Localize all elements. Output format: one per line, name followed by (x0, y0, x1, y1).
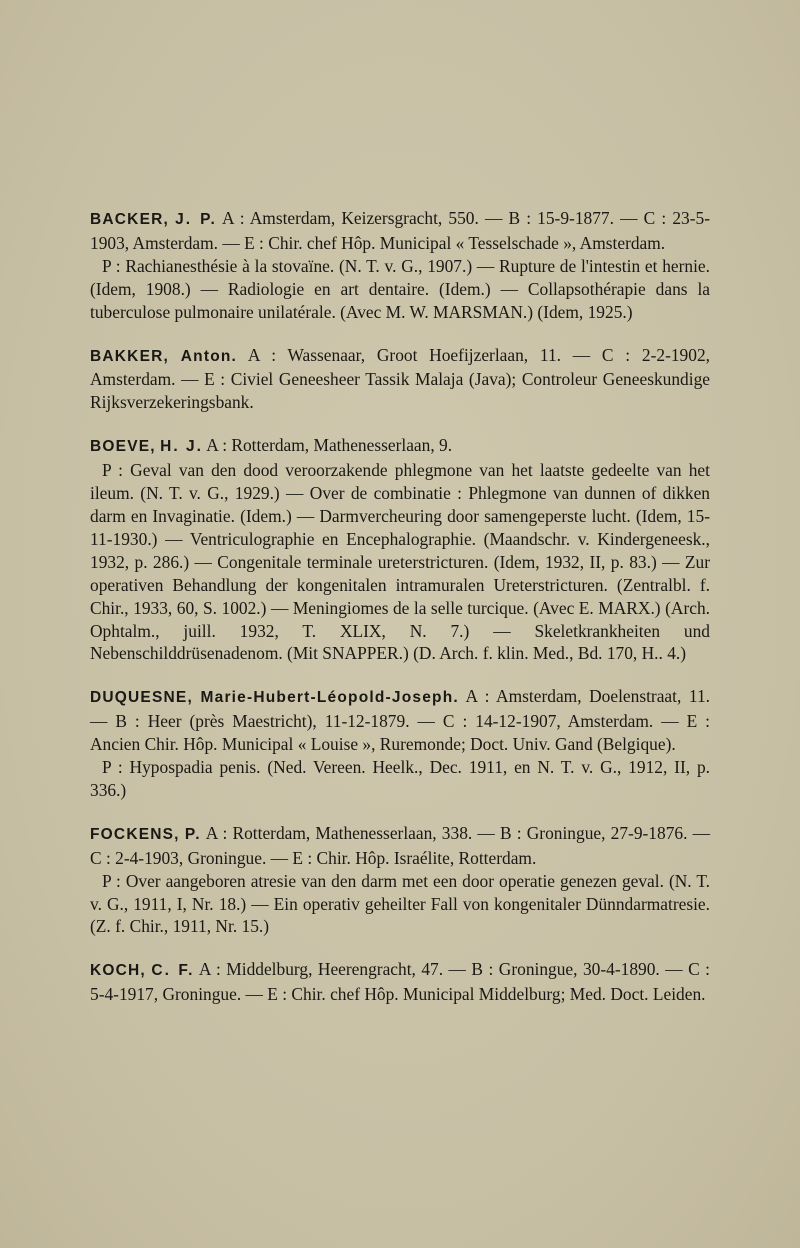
entry-boeve (90, 434, 710, 665)
entry-initials: Marie-Hubert-Léopold-Joseph. (200, 689, 459, 707)
entry-initials: H. J. (160, 438, 203, 456)
entry-address: A : Wassenaar, Groot Hoefijzerlaan, 11. — C : 2-2-1902, Amsterdam. — E : Civiel Geneesheer Tassik Malaja (Java); Controleur Geneeskundige Rijksverzekeringsbank. (90, 344, 710, 413)
entries-list (90, 207, 710, 1026)
entry-address: A : Rotterdam, Mathenesserlaan, 338. — B : Groningue, 27-9-1876. — C : 2-4-1903, Groningue. — E : Chir. Hôp. Israélite, Rotterdam. (90, 822, 710, 868)
entry-name: KOCH, (90, 962, 146, 980)
entry-fockens (90, 822, 710, 939)
entry-address: A : Middelburg, Heerengracht, 47. — B : Groningue, 30-4-1890. — C : 5-4-1917, Groningue. — E : Chir. chef Hôp. Municipal Middelburg; Med. Doct. Leiden. (90, 959, 710, 1005)
entry-address: A : Amsterdam, Doelenstraat, 11. — B : Heer (près Maestricht), 11-12-1879. — C : 14-12-1907, Amsterdam. — E : Ancien Chir. Hôp. Municipal « Louise », Ruremonde; Doct. Univ. Gand (Belgique). (90, 686, 710, 755)
entry-header (90, 822, 710, 870)
entry-address: A : Rotterdam, Mathenesserlaan, 9. (202, 435, 453, 456)
entry-address: A : Amsterdam, Keizersgracht, 550. — B : 15-9-1877. — C : 23-5-1903, Amsterdam. — E : Chir. chef Hôp. Municipal « Tesselschade », Amsterdam. (90, 208, 710, 253)
entry-backer (90, 207, 710, 324)
entry-header (90, 344, 710, 415)
entry-initials: J. P. (175, 211, 217, 228)
entry-header (90, 207, 710, 255)
entry-initials: C. F. (151, 962, 195, 980)
entry-name: BAKKER, (90, 347, 170, 365)
entry-name: FOCKENS, (90, 825, 180, 843)
entry-name: BACKER, (90, 211, 170, 228)
entry-header (90, 434, 710, 459)
entry-publications: P : Geval van den dood veroorzakende phlegmone van het laatste gedeelte van het ileum. (N. T. v. G., 1929.) — Over de combinatie : Phlegmone van dunnen of dikken darm en Invaginatie. (Idem.) — Darmvercheuring door samengeperste lucht. (Idem, 15-11-1930.) — Ventriculographie en Encephalographie. (Maandschr. v. Kindergeneesk., 1932, p. 286.) — Congenitale terminale ureterstricturen. (Idem, 1932, II, p. 83.) — Zur operativen Behandlung der kongenitalen intramuralen Ureterstricturen. (Zentralbl. f. Chir., 1933, 60, S. 1002.) — Meningiomes de la selle turcique. (Avec E. MARX.) (Arch. Ophtalm., juill. 1932, T. XLIX, N. 7.) — Skeletkrankheiten und Nebenschilddrüsenadenom. (Mit SNAPPER.) (D. Arch. f. klin. Med., Bd. 170, H.. 4.) (90, 460, 710, 664)
entry-duquesne (90, 685, 710, 802)
entry-initials: P. (184, 825, 202, 843)
entry-header (90, 958, 710, 1006)
entry-bakker (90, 344, 710, 415)
entry-publications: P : Rachianesthésie à la stovaïne. (N. T. v. G., 1907.) — Rupture de l'intestin et hernie. (Idem, 1908.) — Radiologie en art dentaire. (Idem.) — Collapsothérapie dans la tuberculose pulmonaire unilatérale. (Avec M. W. MARSMAN.) (Idem, 1925.) (90, 255, 710, 322)
entry-publications: P : Over aangeboren atresie van den darm met een door operatie genezen geval. (N. T. v. G., 1911, I, Nr. 18.) — Ein operativ geheilter Fall von kongenitaler Dünndarmatresie. (Z. f. Chir., 1911, Nr. 15.) (90, 870, 710, 937)
entry-initials: Anton. (180, 347, 238, 365)
entry-koch (90, 958, 710, 1006)
entry-name: BOEVE, (90, 438, 156, 456)
entry-publications: P : Hypospadia penis. (Ned. Vereen. Heelk., Dec. 1911, en N. T. v. G., 1912, II, p. 336.) (90, 757, 710, 800)
entry-name: DUQUESNE, (90, 689, 193, 707)
entry-header (90, 685, 710, 756)
